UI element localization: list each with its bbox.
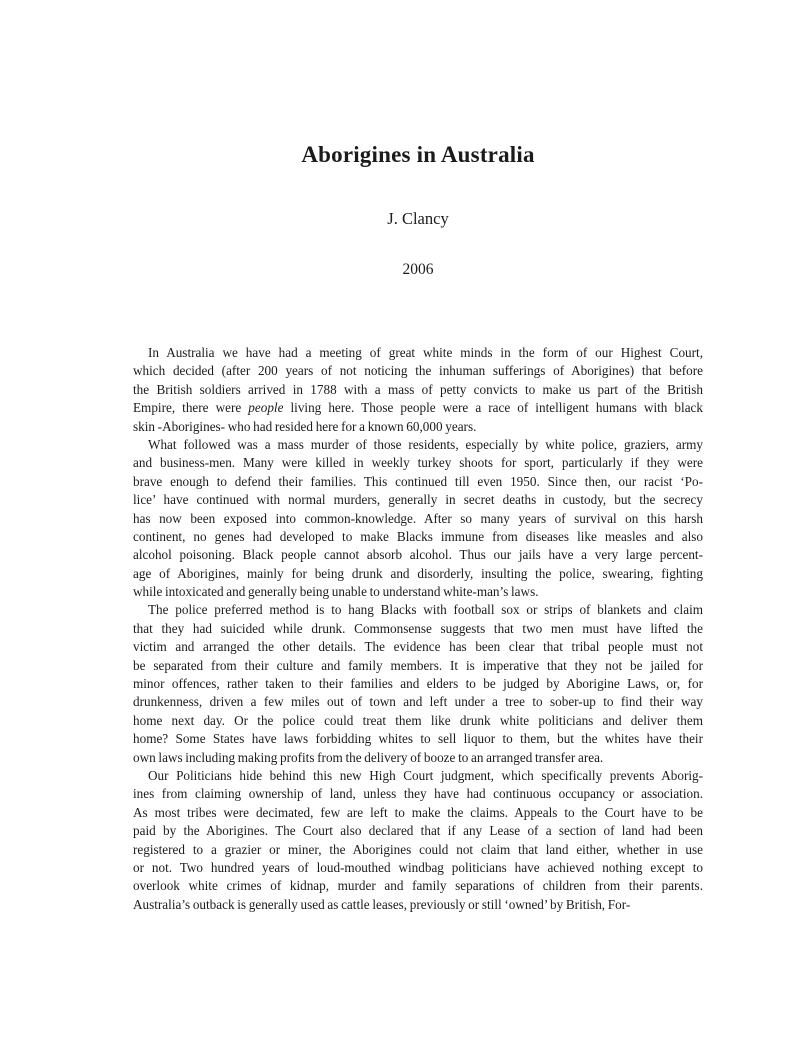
body-line: In Australia we have had a meeting of great white minds in the form of our Highest Court,: [148, 345, 703, 360]
body-line: victim and arranged the other details. The evidence has been clear that tribal people must not: [133, 639, 703, 655]
body-line: minor offences, rather taken to their families and elders to be judged by Aborigine Laws, or, for: [133, 676, 703, 692]
body-line: drunkenness, driven a few miles out of town and left under a tree to sober-up to find their way: [133, 694, 703, 710]
body-line: which decided (after 200 years of not noticing the inhuman sufferings of Aborigines) that before: [133, 363, 703, 379]
document-author: J. Clancy: [387, 209, 449, 228]
body-line: The police preferred method is to hang Blacks with football sox or strips of blankets and claim: [148, 602, 703, 618]
body-line: and business-men. Many were killed in weekly turkey shoots for sport, particularly if they were: [133, 455, 703, 471]
body-line: ines from claiming ownership of land, unless they have had continuous occupancy or association.: [133, 786, 703, 802]
body-line: registered to a grazier or miner, the Aborigines could not claim that land either, whether in use: [133, 841, 703, 857]
emphasized-word: people: [248, 400, 284, 416]
paragraph: [133, 601, 703, 767]
body-line: that they had suicided while drunk. Commonsense suggests that two men must have lifted the: [133, 620, 703, 636]
body-line: home? Some States have laws forbidding whites to sell liquor to them, but the whites have their: [133, 731, 703, 747]
body-line: while intoxicated and generally being unable to understand white-man’s laws.: [133, 584, 539, 600]
line-segment: living here. Those people were a race of intelligent humans with black: [283, 400, 703, 416]
body-line: skin -Aborigines- who had resided here for a known 60,000 years.: [133, 418, 477, 434]
body-line: or not. Two hundred years of loud-mouthed windbag politicians have achieved nothing except to: [133, 859, 703, 875]
body-line: [133, 399, 703, 417]
body-line: age of Aborigines, mainly for being drunk and disorderly, insulting the police, swearing, fighting: [133, 565, 703, 581]
body-line: Australia’s outback is generally used as cattle leases, previously or still ‘owned’ by British, For-: [133, 896, 631, 912]
body-line: What followed was a mass murder of those residents, especially by white police, graziers, army: [148, 436, 703, 452]
body-line: paid by the Aborigines. The Court also declared that if any Lease of a section of land had been: [133, 823, 703, 839]
paragraph: [133, 767, 703, 914]
body-line: own laws including making profits from the delivery of booze to an arranged transfer area.: [133, 749, 604, 765]
document-body: [133, 344, 703, 914]
paragraph: [133, 344, 703, 436]
body-line: the British soldiers arrived in 1788 with a mass of petty convicts to make us part of the British: [133, 381, 703, 397]
body-line: has now been exposed into common-knowledge. After so many years of survival on this harsh: [133, 510, 703, 526]
body-line: be separated from their culture and family members. It is imperative that they not be jailed for: [133, 657, 703, 673]
paragraph: [133, 436, 703, 602]
body-line: alcohol poisoning. Black people cannot absorb alcohol. Thus our jails have a very large percent-: [133, 547, 703, 563]
body-line: As most tribes were decimated, few are left to make the claims. Appeals to the Court have to be: [133, 804, 703, 820]
document-title: Aborigines in Australia: [301, 142, 535, 167]
line-segment: Empire, there were: [133, 400, 249, 416]
body-line: overlook white crimes of kidnap, murder and family separations of children from their parents.: [133, 878, 703, 894]
body-line: continent, no genes had developed to make Blacks immune from diseases like measles and also: [133, 528, 703, 544]
body-line: home next day. Or the police could treat them like drunk white politicians and deliver them: [133, 712, 703, 728]
document-date: 2006: [402, 261, 434, 278]
body-line: lice’ have continued with normal murders, generally in secret deaths in custody, but the secrecy: [133, 492, 703, 508]
body-line: Our Politicians hide behind this new High Court judgment, which specifically prevents Aborig-: [148, 767, 703, 783]
body-line: brave enough to defend their families. This continued till even 1950. Since then, our racist ‘Po-: [133, 473, 703, 489]
